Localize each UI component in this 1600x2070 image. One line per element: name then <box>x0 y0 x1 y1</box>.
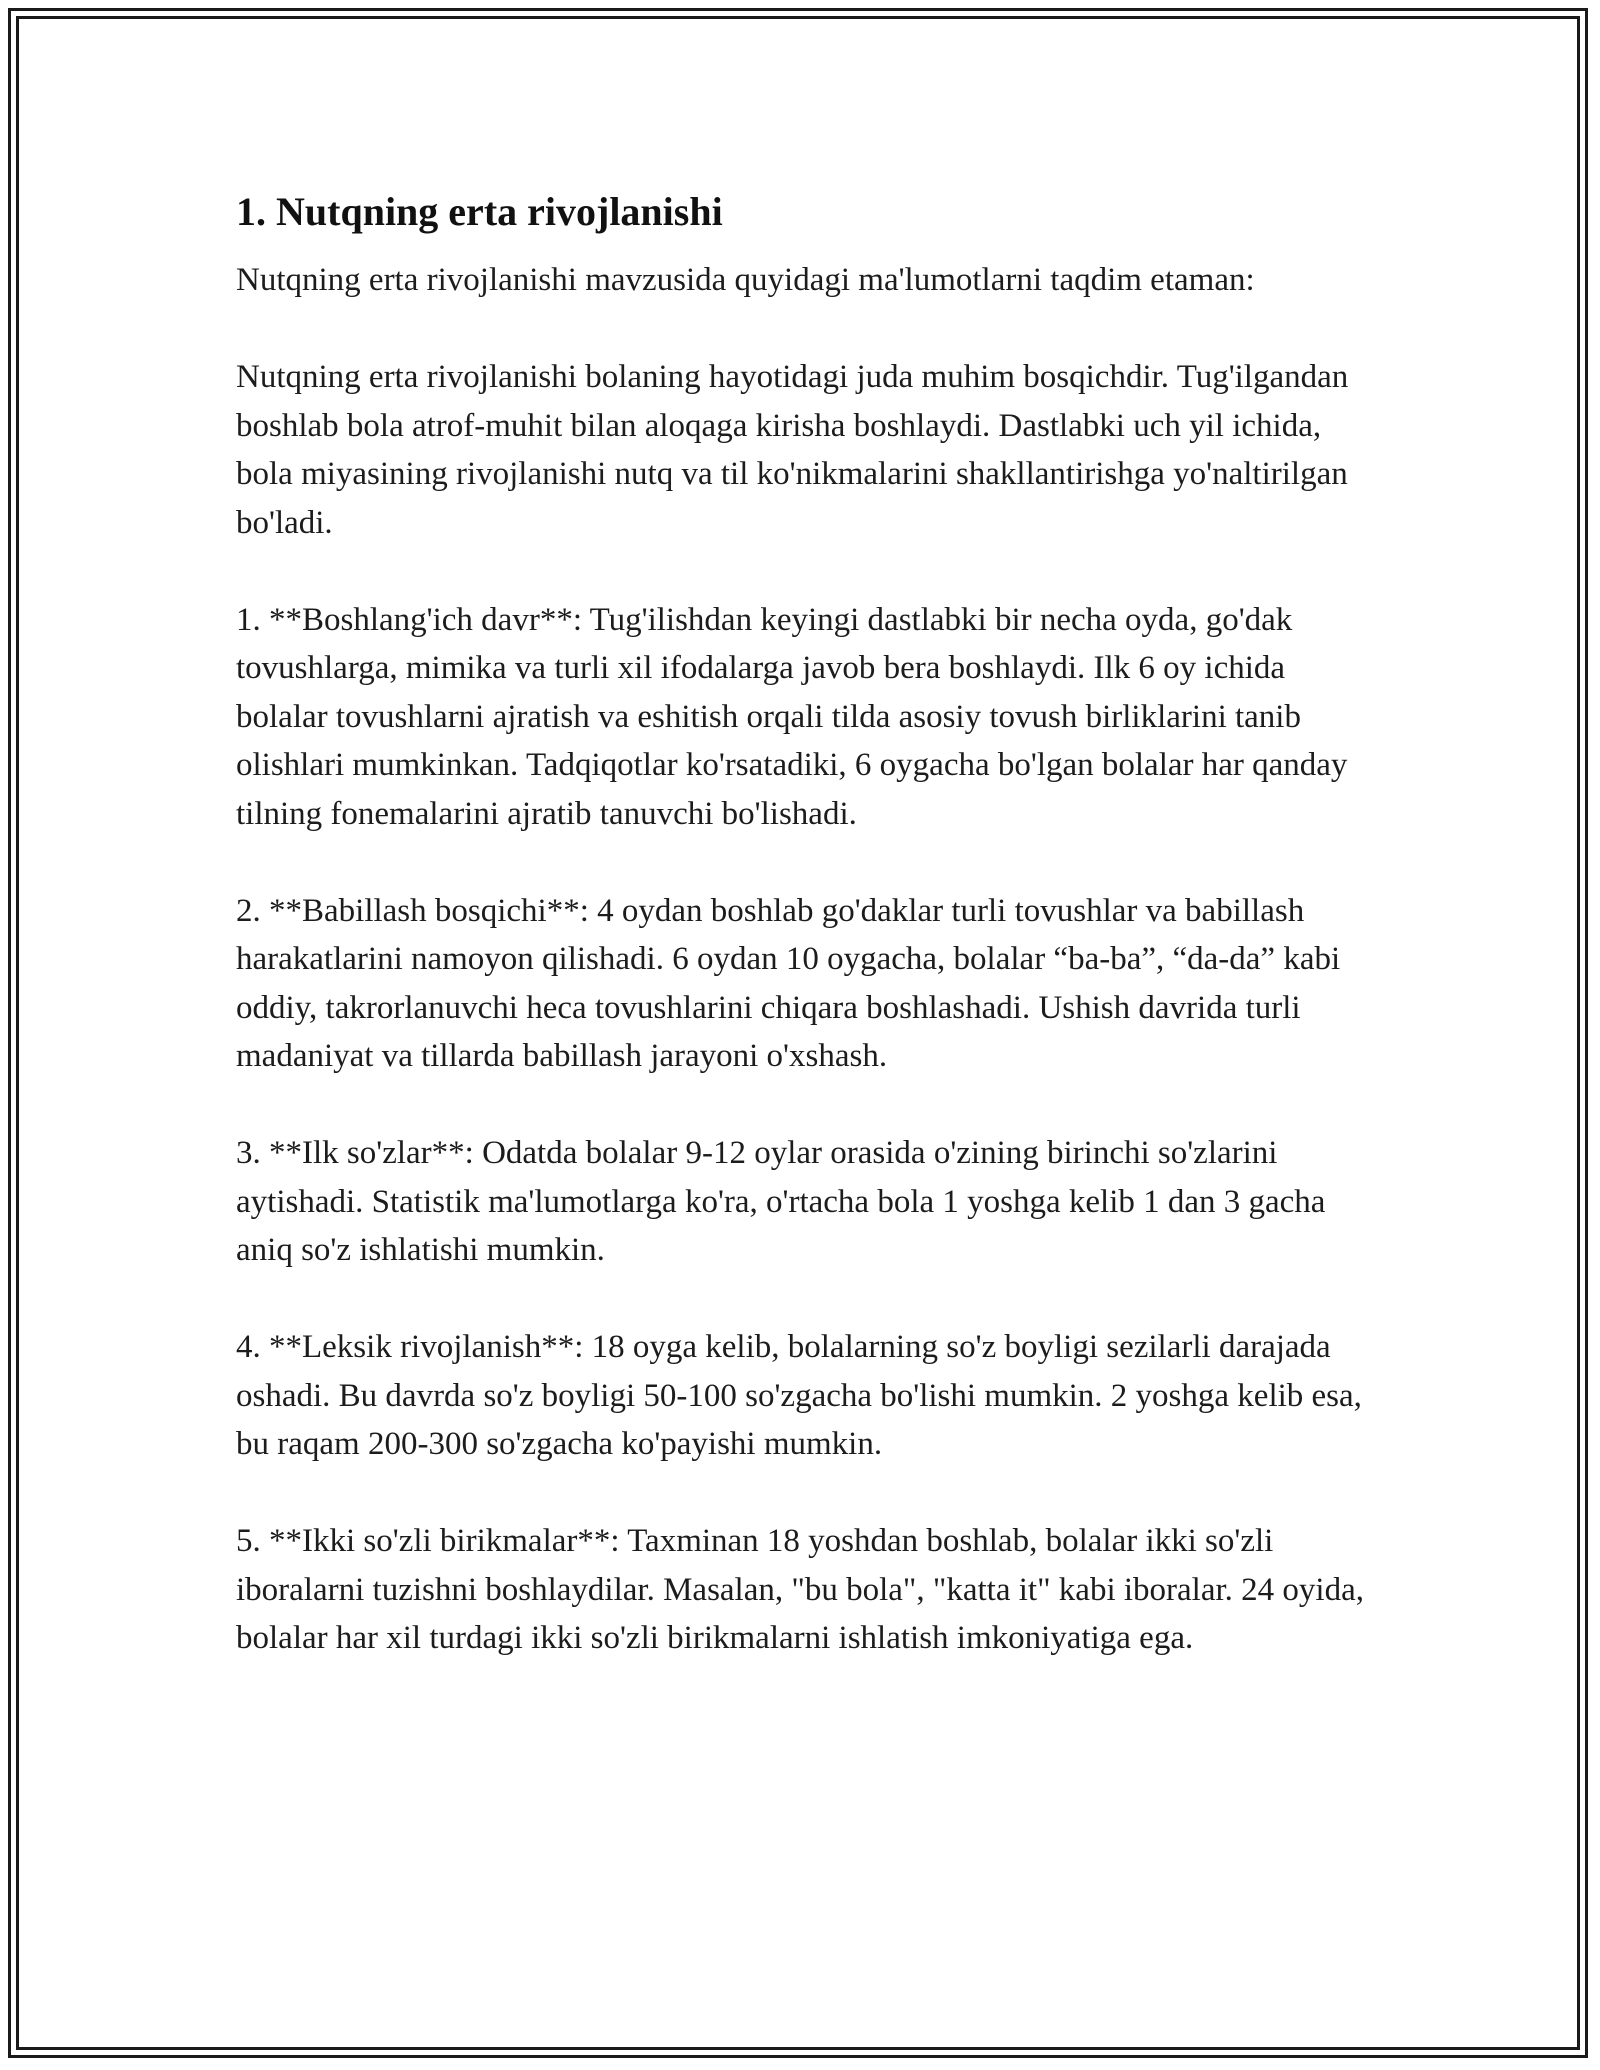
document-body <box>236 180 1376 1711</box>
intro-paragraph: Nutqning erta rivojlanishi mavzusida quyidagi ma'lumotlarni taqdim etaman: <box>236 262 1255 298</box>
point-leksik-rivojlanish: 4. **Leksik rivojlanish**: 18 oyga kelib, bolalarning so'z boyligi sezilarli darajada oshadi. Bu davrda so'z boyligi 50-100 so'zgacha bo'lishi mumkin. 2 yoshga kelib esa, bu raqam 200-300 so'zgacha ko'payishi mumkin. <box>236 1329 1362 1462</box>
point-babillash-bosqichi: 2. **Babillash bosqichi**: 4 oydan boshlab go'daklar turli tovushlar va babillash harakatlarini namoyon qilishadi. 6 oydan 10 oygacha, bolalar “ba-ba”, “da-da” kabi oddiy, takrorlanuvchi heca tovushlarini chiqara boshlashadi. Ushish davrida turli madaniyat va tillarda babillash jarayoni o'xshash. <box>236 892 1341 1074</box>
document-title: 1. Nutqning erta rivojlanishi <box>236 189 723 234</box>
point-ilk-sozlar: 3. **Ilk so'zlar**: Odatda bolalar 9-12 oylar orasida o'zining birinchi so'zlarini aytishadi. Statistik ma'lumotlarga ko'ra, o'rtacha bola 1 yoshga kelib 1 dan 3 gacha aniq so'z ishlatishi mumkin. <box>236 1135 1326 1268</box>
point-ikki-sozli-birikmalar: 5. **Ikki so'zli birikmalar**: Taxminan 18 yoshdan boshlab, bolalar ikki so'zli iboralarni tuzishni boshlaydilar. Masalan, "bu bola", "katta it" kabi iboralar. 24 oyida, bolalar har xil turdagi ikki so'zli birikmalarni ishlatish imkoniyatiga ega. <box>236 1523 1364 1656</box>
overview-paragraph: Nutqning erta rivojlanishi bolaning hayotidagi juda muhim bosqichdir. Tug'ilgandan boshlab bola atrof-muhit bilan aloqaga kirisha boshlaydi. Dastlabki uch yil ichida, bola miyasining rivojlanishi nutq va til ko'nikmalarini shakllantirishga yo'naltirilgan bo'ladi. <box>236 359 1349 541</box>
point-boshlangich-davr: 1. **Boshlang'ich davr**: Tug'ilishdan keyingi dastlabki bir necha oyda, go'dak tovushlarga, mimika va turli xil ifodalarga javob bera boshlaydi. Ilk 6 oy ichida bolalar tovushlarni ajratish va eshitish orqali tilda asosiy tovush birliklarini tanib olishlari mumkinkan. Tadqiqotlar ko'rsatadiki, 6 oygacha bo'lgan bolalar har qanday tilning fonemalarini ajratib tanuvchi bo'lishadi. <box>236 601 1348 832</box>
